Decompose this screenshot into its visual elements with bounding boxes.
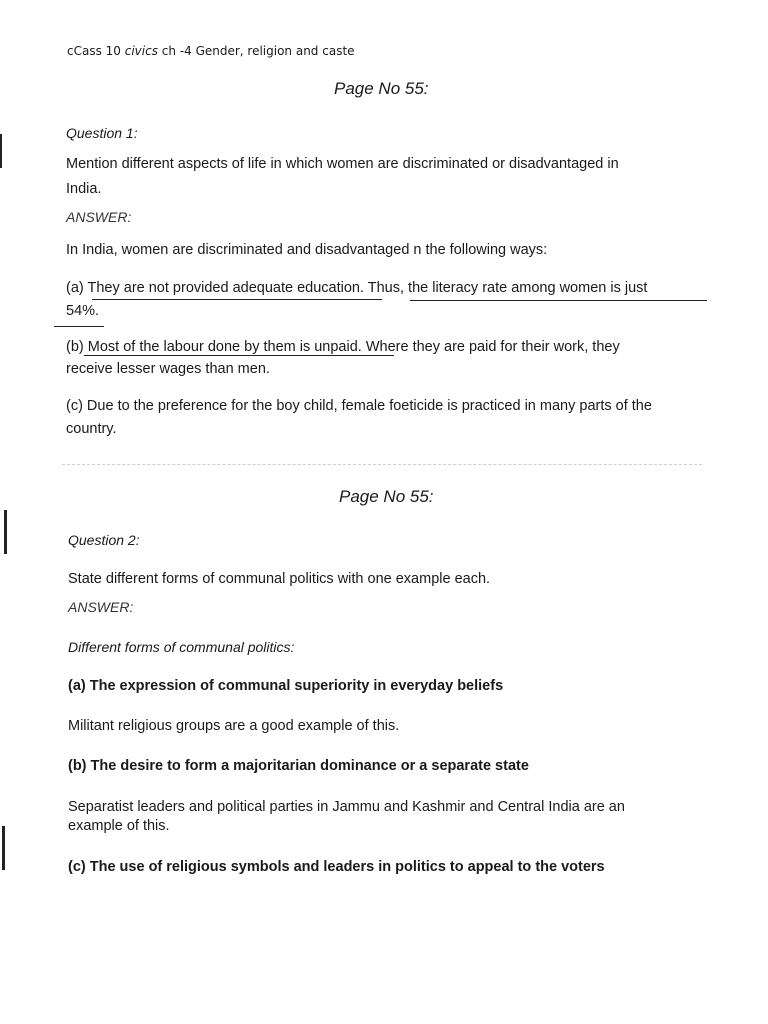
pen-underline [54,326,104,327]
pen-underline [410,300,707,301]
answer-point: country. [66,421,117,437]
section-divider [62,464,702,465]
answer-heading: (c) The use of religious symbols and leaders in politics to appeal to the voters [68,859,605,875]
answer-point: (b) Most of the labour done by them is unpaid. Where they are paid for their work, they [66,339,620,355]
page-number-heading: Page No 55: [339,487,434,506]
answer-intro: In India, women are discriminated and disadvantaged n the following ways: [66,242,548,258]
answer-label: ANSWER: [68,599,134,615]
answer-example: Militant religious groups are a good example of this. [68,718,400,734]
answer-point: receive lesser wages than men. [66,361,270,377]
answer-example: example of this. [68,818,170,834]
answer-point: 54%. [66,303,100,319]
pen-underline [84,355,394,356]
question-text: State different forms of communal politics with one example each. [68,571,491,587]
answer-point: (a) They are not provided adequate education. Thus, the literacy rate among women is just [66,280,648,296]
answer-heading: (b) The desire to form a majoritarian dominance or a separate state [68,758,529,774]
scan-edge-mark [4,510,7,554]
answer-point: (c) Due to the preference for the boy child, female foeticide is practiced in many parts of the [66,398,652,414]
page-number-heading: Page No 55: [334,79,429,98]
answer-intro: Different forms of communal politics: [68,639,295,655]
question-text: Mention different aspects of life in which women are discriminated or disadvantaged in [66,156,619,172]
pen-underline [92,299,382,300]
question-label: Question 1: [66,125,138,141]
document-header: cCass 10 civics ch -4 Gender, religion and caste [67,44,355,58]
question-label: Question 2: [68,532,140,548]
scan-edge-mark [2,826,5,870]
answer-label: ANSWER: [66,209,132,225]
answer-heading: (a) The expression of communal superiority in everyday beliefs [68,678,504,694]
scan-edge-mark [0,134,2,168]
question-text: India. [66,181,102,197]
answer-example: Separatist leaders and political parties in Jammu and Kashmir and Central India are an [68,799,625,815]
